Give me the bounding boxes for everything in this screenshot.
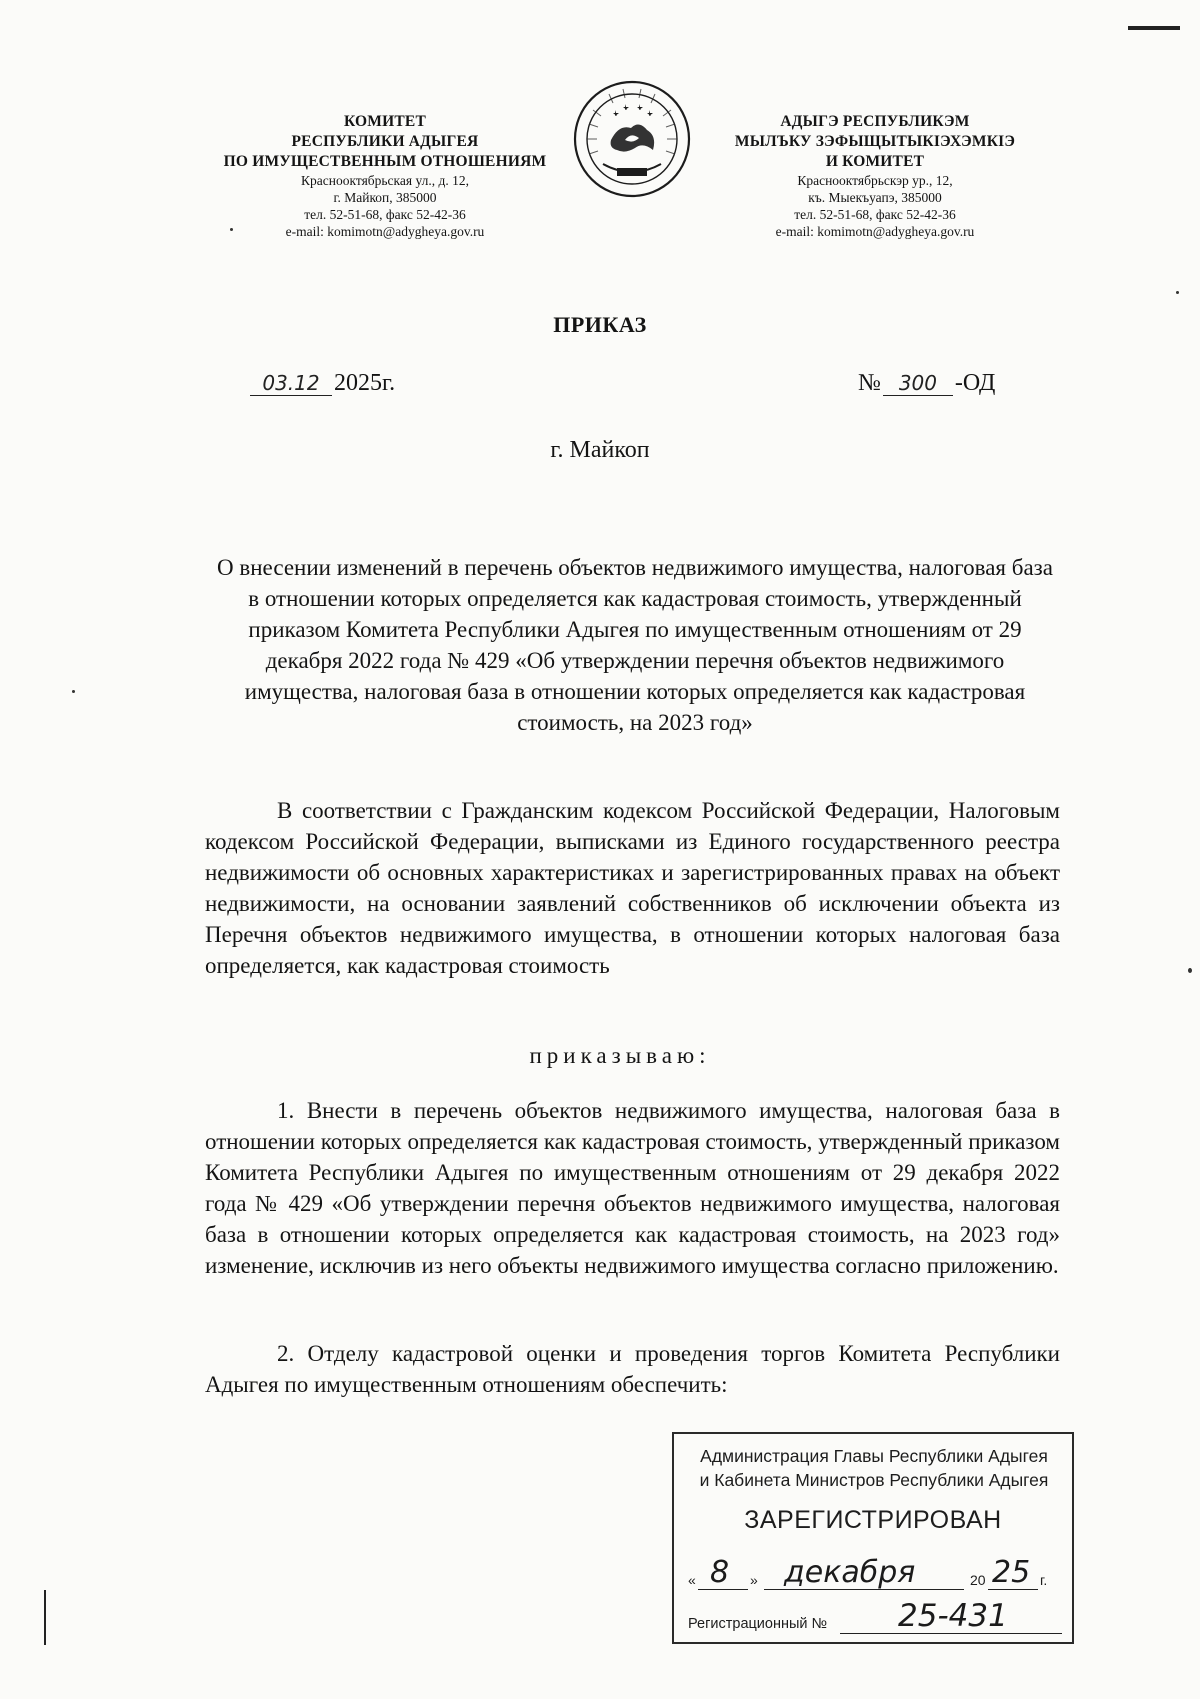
document-number xyxy=(858,370,995,397)
stamp-day-handwritten: 8 xyxy=(710,1555,730,1590)
scan-edge-mark xyxy=(1128,26,1180,30)
stamp-year-handwritten: 25 xyxy=(992,1555,1031,1590)
scan-edge-mark xyxy=(44,1590,46,1645)
org-phone-ru: тел. 52-51-68, факс 52-42-36 xyxy=(304,207,466,222)
org-address-ady: Краснооктябрьскэр ур., 12, xyxy=(797,173,953,188)
stamp-year-suffix: г. xyxy=(1040,1572,1048,1588)
scan-speck xyxy=(72,690,75,693)
org-city-ady: къ. Мыекъуапэ, 385000 xyxy=(808,190,942,205)
preamble-paragraph: В соответствии с Гражданским кодексом Российской Федерации, Налоговым кодексом Российской Федерации, выписками из Единого государственного реестра недвижимости об основных характеристиках и зарегистрированных правах на объект недвижимости, на основании заявлений собственников об исключении объекта из Перечня объектов недвижимого имущества, в отношении которых налоговая база определяется, как кадастровая стоимость xyxy=(205,798,1060,978)
date-year: 2025г. xyxy=(334,370,396,396)
org-name-ru-line2: РЕСПУБЛИКИ АДЫГЕЯ xyxy=(291,133,479,150)
org-name-ady-line2: МЫЛЪКУ ЗЭФЫЩЫТЫКIЭХЭМКIЭ xyxy=(734,133,1016,150)
org-name-ady-line1: АДЫГЭ РЕСПУБЛИКЭМ xyxy=(780,113,970,130)
stamp-reg-handwritten: 25-431 xyxy=(898,1598,1008,1634)
org-name-ru-line3: ПО ИМУЩЕСТВЕННЫМ ОТНОШЕНИЯМ xyxy=(223,153,547,170)
stamp-quote-open: « xyxy=(688,1572,696,1588)
stamp-quote-close: » xyxy=(750,1572,758,1588)
stamp-registration-row xyxy=(688,1598,1060,1636)
org-email-ru: e-mail: komimotn@adygheya.gov.ru xyxy=(285,224,485,239)
stamp-org-line1: Администрация Главы Республики Адыгея xyxy=(700,1446,1048,1466)
order-item-1: 1. Внести в перечень объектов недвижимого имущества, налоговая база в отношении которых определяется как кадастровая стоимость, утвержденный приказом Комитета Республики Адыгея по имущественным отношениям от 29 декабря 2022 года № 429 «Об утверждении перечня объектов недвижимого имущества, налоговая база в отношении которых определяется как кадастровая стоимость, на 2023 год» изменение, исключив из него объекты недвижимого имущества согласно приложению. xyxy=(205,1098,1060,1278)
org-address-ru: Краснооктябрьская ул., д. 12, xyxy=(301,173,469,188)
header-right-block xyxy=(690,112,1060,240)
org-name-ru-line1: КОМИТЕТ xyxy=(343,113,426,130)
org-phone-ady: тел. 52-51-68, факс 52-42-36 xyxy=(794,207,956,222)
stamp-year-prefix: 20 xyxy=(970,1572,986,1588)
adygea-emblem-icon xyxy=(573,80,691,198)
document-date xyxy=(250,370,395,397)
document-subject: О внесении изменений в перечень объектов недвижимого имущества, налоговая база в отношении которых определяется как кадастровая стоимость, утвержденный приказом Комитета Республики Адыгея по имущественным отношениям от 29 декабря 2022 года № 429 «Об утверждении перечня объектов недвижимого имущества, налоговая база в отношении которых определяется как кадастровая стоимость, на 2023 год» xyxy=(217,555,1053,735)
stamp-org-line2: и Кабинета Министров Республики Адыгея xyxy=(699,1470,1049,1490)
date-handwritten: 03.12 xyxy=(250,371,332,396)
registration-stamp xyxy=(672,1432,1074,1644)
stamp-status: ЗАРЕГИСТРИРОВАН xyxy=(744,1506,1002,1534)
order-word: приказываю: xyxy=(529,1043,711,1068)
document-title: ПРИКАЗ xyxy=(553,312,647,337)
number-prefix: № xyxy=(858,370,881,396)
document-city: г. Майкоп xyxy=(550,437,650,463)
number-suffix: -ОД xyxy=(954,370,996,396)
scan-speck xyxy=(1188,968,1192,973)
order-item-2: 2. Отделу кадастровой оценки и проведения торгов Комитета Республики Адыгея по имущественным отношениям обеспечить: xyxy=(205,1341,1060,1397)
stamp-month-handwritten: декабря xyxy=(784,1555,916,1590)
stamp-organization xyxy=(684,1444,1064,1492)
stamp-date-line xyxy=(688,1552,1060,1592)
org-name-ady-line3: И КОМИТЕТ xyxy=(825,153,925,170)
org-email-ady: e-mail: komimotn@adygheya.gov.ru xyxy=(775,224,975,239)
org-city-ru: г. Майкоп, 385000 xyxy=(333,190,437,205)
scan-speck xyxy=(1176,291,1179,294)
header-left-block xyxy=(205,112,565,240)
stamp-reg-label: Регистрационный № xyxy=(688,1616,828,1632)
number-handwritten: 300 xyxy=(883,371,953,396)
